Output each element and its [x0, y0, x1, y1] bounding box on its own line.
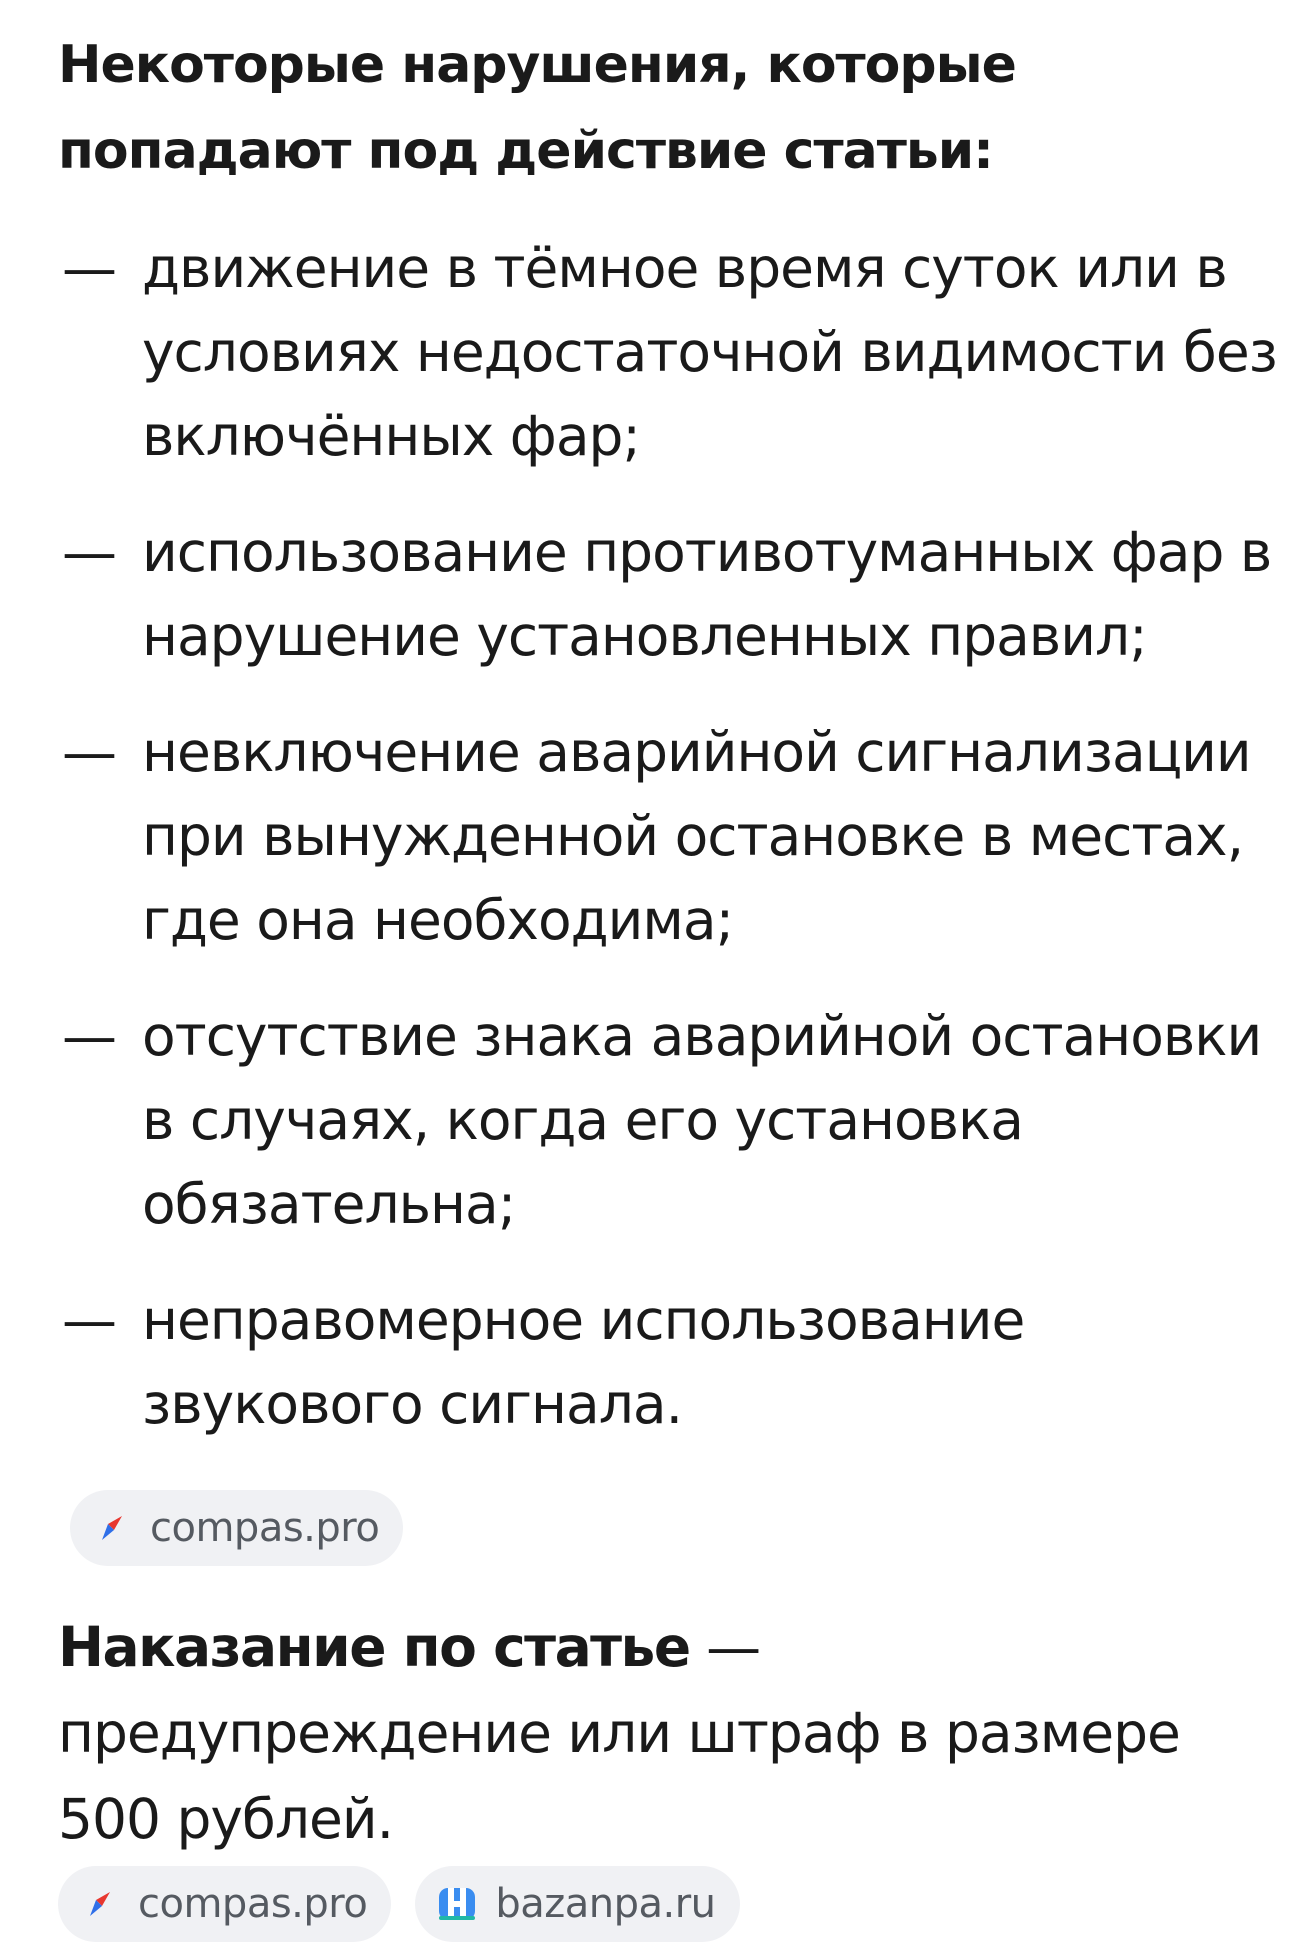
- bazanpa-logo-icon: [437, 1884, 477, 1924]
- source-chip-label: compas.pro: [150, 1505, 380, 1551]
- list-dash: —: [62, 720, 116, 784]
- list-item-text: использование противотуманных фар в нарушение установленных правил;: [142, 520, 1272, 668]
- list-item-text: невключение аварийной сигнализации при вынужденной остановке в местах, где она необходима;: [142, 720, 1251, 952]
- list-dash: —: [62, 236, 116, 300]
- list-dash: —: [62, 1004, 116, 1068]
- list-item: [58, 510, 1295, 678]
- list-item: [58, 994, 1295, 1246]
- list-item-text: отсутствие знака аварийной остановки в случаях, когда его установка обязательна;: [142, 1004, 1262, 1236]
- list-item-text: движение в тёмное время суток или в условиях недостаточной видимости без включённых фар;: [142, 236, 1277, 468]
- list-item: [58, 226, 1295, 478]
- violations-list: [58, 226, 1277, 1446]
- compass-icon: [92, 1508, 132, 1548]
- section-heading: Некоторые нарушения, которые попадают под действие статьи:: [58, 35, 1016, 181]
- list-item: [58, 710, 1295, 962]
- source-chip-bazanpa[interactable]: [415, 1866, 739, 1942]
- penalty-paragraph: [58, 1604, 1258, 1862]
- list-item-text: неправомерное использование звукового сигнала.: [142, 1288, 1025, 1436]
- source-chip-label: bazanpa.ru: [495, 1881, 716, 1927]
- penalty-text: — предупреждение или штраф в размере 500 рублей.: [58, 1615, 1180, 1851]
- list-dash: —: [62, 520, 116, 584]
- penalty-bold-lead: Наказание по статье: [58, 1615, 690, 1679]
- source-chips: [70, 1490, 1258, 1566]
- source-chip-compas[interactable]: [70, 1490, 403, 1566]
- list-item: [58, 1278, 1295, 1446]
- list-dash: —: [62, 1288, 116, 1352]
- source-chip-label: compas.pro: [138, 1881, 368, 1927]
- compass-icon: [80, 1884, 120, 1924]
- answer-content: [58, 22, 1277, 1942]
- source-chips: [58, 1866, 1258, 1942]
- source-chip-compas[interactable]: [58, 1866, 391, 1942]
